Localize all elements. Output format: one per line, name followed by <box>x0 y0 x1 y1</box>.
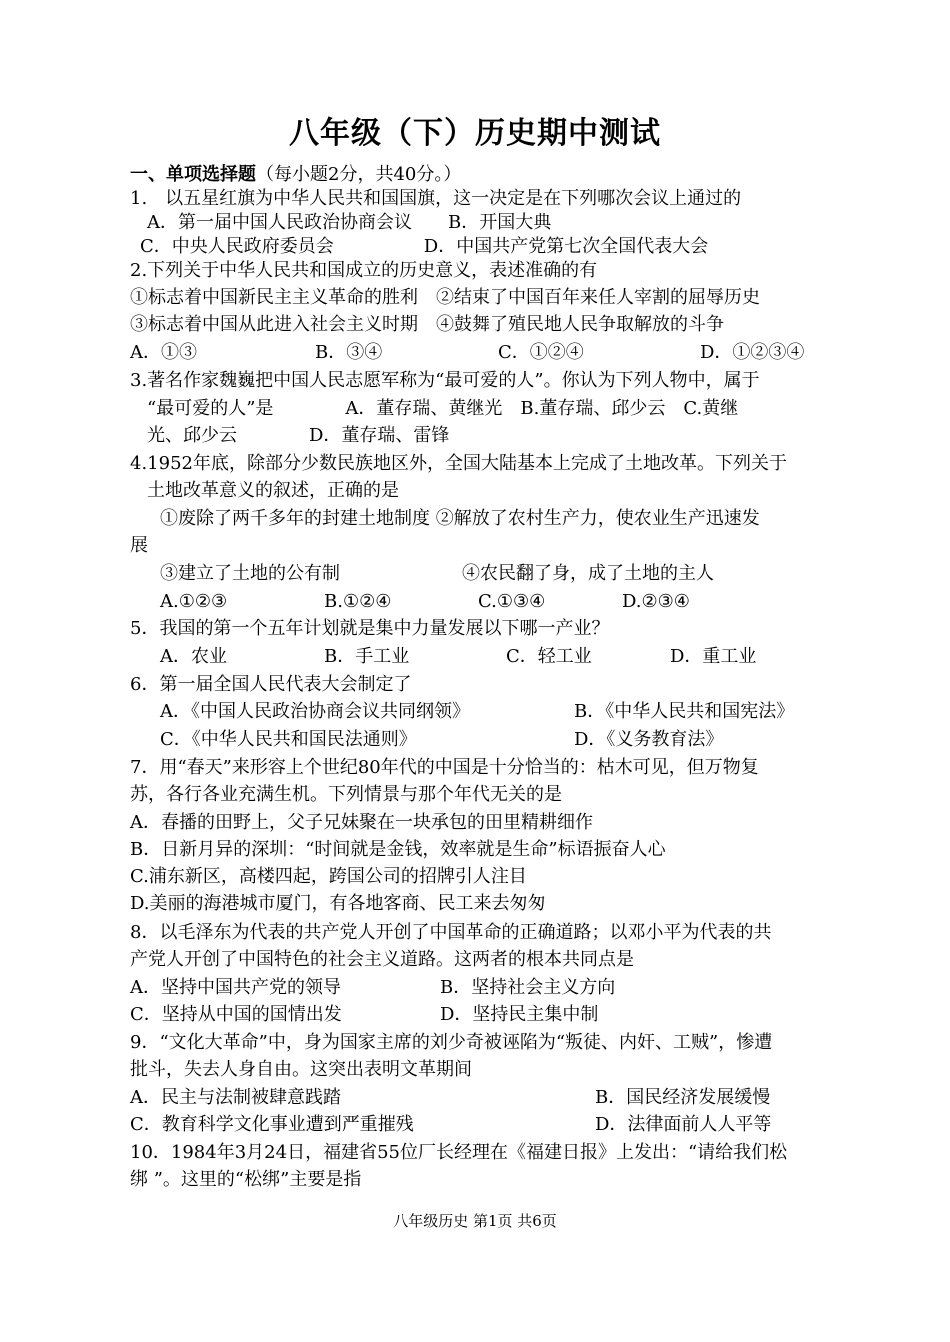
text-line: 6．第一届全国人民代表大会制定了 <box>130 674 412 695</box>
text-line: D．①②③④ <box>700 342 805 363</box>
text-line: B．国民经济发展缓慢 <box>595 1087 771 1108</box>
text-line: D．《义务教育法》 <box>574 729 724 750</box>
page-title: 八年级（下）历史期中测试 <box>289 116 661 151</box>
text-line: 7．用“春天”来形容上个世纪80年代的中国是十分恰当的：枯木可见，但万物复 <box>130 757 759 778</box>
text-line: C.①③④ <box>478 591 546 612</box>
text-line: ③标志着中国从此进入社会主义时期 ④鼓舞了殖民地人民争取解放的斗争 <box>130 314 724 335</box>
text-line: C．①②④ <box>498 342 584 363</box>
text-line: 苏，各行各业充满生机。下列情景与那个年代无关的是 <box>130 784 562 805</box>
text-line: A．第一届中国人民政治协商会议 B．开国大典 <box>147 212 552 233</box>
text-line: D.②③④ <box>622 591 690 612</box>
text-line: 3.著名作家魏巍把中国人民志愿军称为“最可爱的人”。你认为下列人物中，属于 <box>130 370 760 391</box>
text-line: 批斗，失去人身自由。这突出表明文革期间 <box>130 1059 472 1080</box>
text-line: A．坚持中国共产党的领导 <box>130 977 341 998</box>
text-line: 展 <box>130 535 148 556</box>
text-line: A．《中国人民政治协商会议共同纲领》 <box>160 701 470 722</box>
text-line: 土地改革意义的叙述，正确的是 <box>147 480 399 501</box>
text-line: A．春播的田野上，父子兄妹聚在一块承包的田里精耕细作 <box>130 812 593 833</box>
text-line: C．轻工业 <box>506 646 592 667</box>
text-line: B．《中华人民共和国宪法》 <box>574 701 795 722</box>
text-line: 9．“文化大革命”中，身为国家主席的刘少奇被诬陷为“叛徒、内奸、工贼”，惨遭 <box>130 1032 773 1053</box>
text-line: 产党人开创了中国特色的社会主义道路。这两者的根本共同点是 <box>130 949 634 970</box>
text-line: C．中央人民政府委员会 D．中国共产党第七次全国代表大会 <box>140 236 709 257</box>
text-line: “最可爱的人”是 A．董存瑞、黄继光 B.董存瑞、邱少云 C.黄继 <box>147 398 739 419</box>
text-line: D.美丽的海港城市厦门，有各地客商、民工来去匆匆 <box>130 893 546 914</box>
text-line: D．重工业 <box>670 646 757 667</box>
text-line: D．坚持民主集中制 <box>440 1004 599 1025</box>
text-line: B．手工业 <box>324 646 410 667</box>
text-line: A．农业 <box>160 646 227 667</box>
text-line: ④农民翻了身，成了土地的主人 <box>462 563 714 584</box>
text-line: 绑 ”。这里的“松绑”主要是指 <box>130 1169 362 1190</box>
text-line: D．法律面前人人平等 <box>595 1114 772 1135</box>
text-line: C.浦东新区，高楼四起，跨国公司的招牌引人注目 <box>130 866 527 887</box>
text-line: 10．1984年3月24日，福建省55位厂长经理在《福建日报》上发出：“请给我们松 <box>130 1142 788 1163</box>
section-note: （每小题2分，共40分。） <box>256 164 462 185</box>
text-line: A．①③ <box>130 342 197 363</box>
text-line: B．坚持社会主义方向 <box>440 977 616 998</box>
text-line: 8．以毛泽东为代表的共产党人开创了中国革命的正确道路；以邓小平为代表的共 <box>130 922 772 943</box>
text-line: 4.1952年底，除部分少数民族地区外，全国大陆基本上完成了土地改革。下列关于 <box>130 453 787 474</box>
text-line: 5．我国的第一个五年计划就是集中力量发展以下哪一产业？ <box>130 618 610 639</box>
text-line: ③建立了土地的公有制 <box>160 563 340 584</box>
text-line: B．③④ <box>315 342 383 363</box>
text-line: 2.下列关于中华人民共和国成立的历史意义，表述准确的有 <box>130 260 598 281</box>
text-line: C．《中华人民共和国民法通则》 <box>160 729 417 750</box>
text-line: B．日新月异的深圳：“时间就是金钱，效率就是生命”标语振奋人心 <box>130 839 666 860</box>
text-line: ①废除了两千多年的封建土地制度 ②解放了农村生产力，使农业生产迅速发 <box>160 508 760 529</box>
section-title: 一、单项选择题 <box>130 164 256 185</box>
section-heading <box>130 160 461 186</box>
text-line: A．民主与法制被肆意践踏 <box>130 1087 341 1108</box>
text-line: 1. 以五星红旗为中华人民共和国国旗，这一决定是在下列哪次会议上通过的 <box>130 188 742 209</box>
text-line: 光、邱少云 D．董存瑞、雷锋 <box>147 425 450 446</box>
page-footer: 八年级历史 第1页 共6页 <box>393 1212 557 1230</box>
text-line: C．坚持从中国的国情出发 <box>130 1004 342 1025</box>
text-line: ①标志着中国新民主主义革命的胜利 ②结束了中国百年来任人宰割的屈辱历史 <box>130 287 760 308</box>
text-line: A.①②③ <box>160 591 228 612</box>
text-line: C．教育科学文化事业遭到严重摧残 <box>130 1114 414 1135</box>
text-line: B.①②④ <box>324 591 392 612</box>
